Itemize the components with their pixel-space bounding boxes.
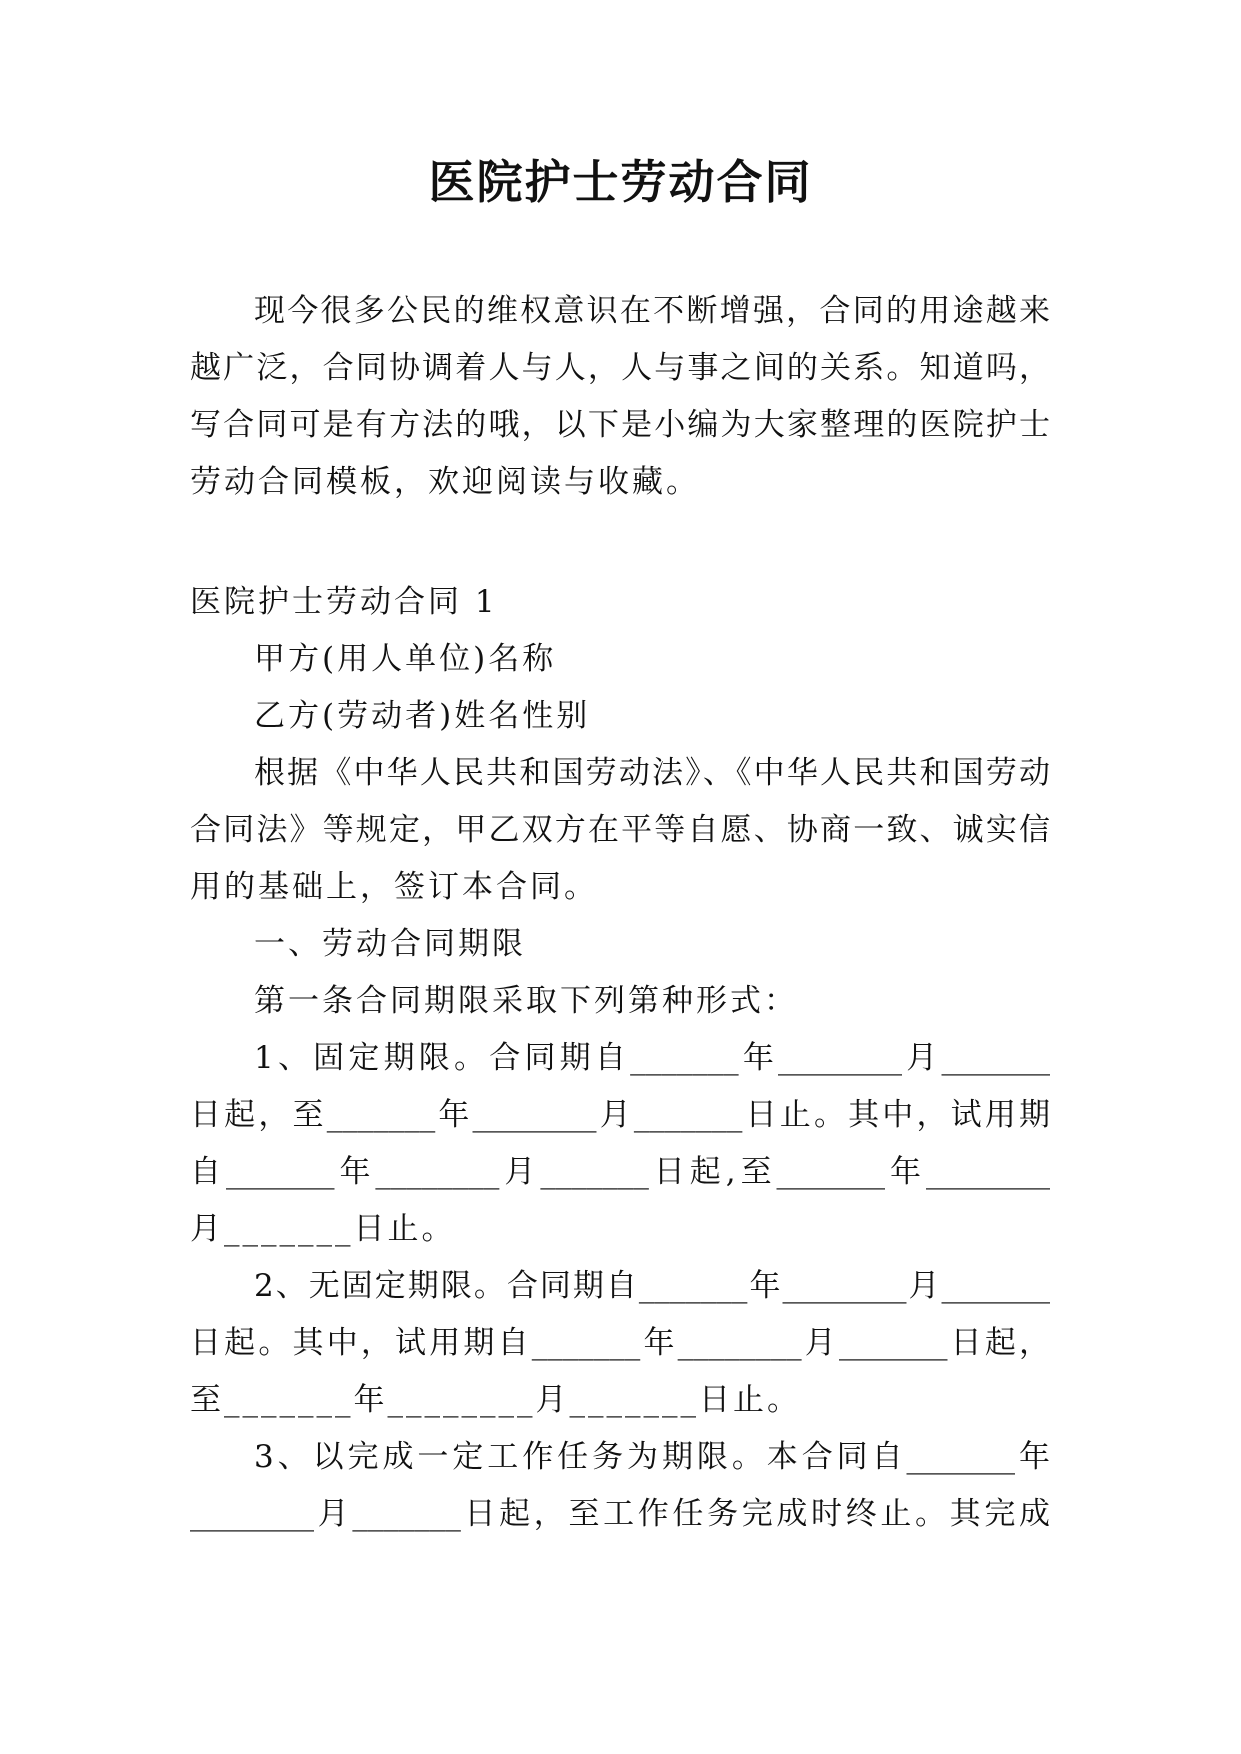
task-term-line-2: ________月_______日起，至工作任务完成时终止。其完成 xyxy=(190,1496,1050,1532)
party-a-line: 甲方(用人单位)名称 xyxy=(254,641,557,677)
intro-line-4: 劳动合同模板，欢迎阅读与收藏。 xyxy=(190,464,700,500)
open-term-line-2: 日起。其中，试用期自_______年________月_______日起， xyxy=(190,1325,1050,1361)
task-term-line-1: 3、以完成一定工作任务为期限。本合同自_______年 xyxy=(254,1439,1050,1475)
fixed-term-line-4: 月_______日止。 xyxy=(190,1211,456,1247)
open-term-line-1: 2、无固定期限。合同期自_______年________月_______ xyxy=(254,1268,1050,1304)
basis-line-2: 合同法》等规定，甲乙双方在平等自愿、协商一致、诚实信 xyxy=(190,812,1050,848)
basis-line-3: 用的基础上，签订本合同。 xyxy=(190,869,598,905)
fixed-term-line-2: 日起，至_______年________月_______日止。其中，试用期 xyxy=(190,1097,1050,1133)
article-1-line: 第一条合同期限采取下列第种形式： xyxy=(254,983,798,1019)
party-b-line: 乙方(劳动者)姓名性别 xyxy=(254,698,591,734)
section-heading: 医院护士劳动合同 1 xyxy=(190,584,498,620)
intro-line-2: 越广泛，合同协调着人与人，人与事之间的关系。知道吗， xyxy=(190,350,1050,386)
basis-line-1: 根据《中华人民共和国劳动法》、《中华人民共和国劳动 xyxy=(254,755,1050,791)
open-term-line-3: 至_______年________月_______日止。 xyxy=(190,1382,801,1418)
fixed-term-line-3: 自_______年________月_______日起,至_______年________ xyxy=(190,1154,1050,1190)
clause-heading: 一、劳动合同期限 xyxy=(254,926,526,962)
document-title: 医院护士劳动合同 xyxy=(428,155,813,209)
intro-line-3: 写合同可是有方法的哦，以下是小编为大家整理的医院护士 xyxy=(190,407,1050,443)
fixed-term-line-1: 1、固定期限。合同期自_______年________月_______ xyxy=(254,1040,1050,1076)
intro-line-1: 现今很多公民的维权意识在不断增强，合同的用途越来 xyxy=(254,293,1050,329)
